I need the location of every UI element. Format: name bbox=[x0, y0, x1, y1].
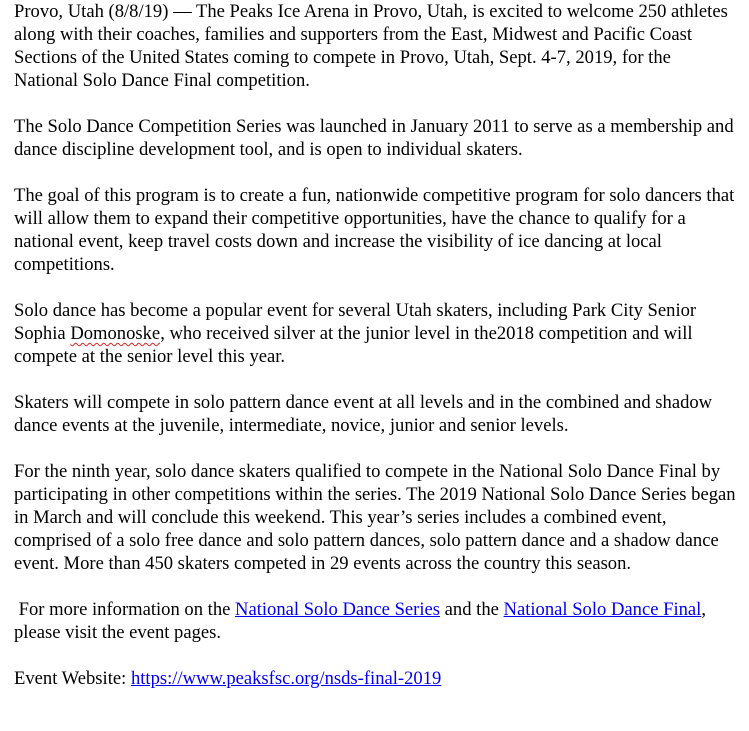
paragraph-more-info bbox=[14, 598, 739, 644]
paragraph-series-launch: The Solo Dance Competition Series was launched in January 2011 to serve as a membership and dance discipline development tool, and is open to individual skaters. bbox=[14, 116, 734, 160]
national-solo-dance-series-link[interactable]: National Solo Dance Series bbox=[235, 599, 441, 620]
paragraph-events: Skaters will compete in solo pattern dance event at all levels and in the combined and shadow dance events at the juvenile, intermediate, novice, junior and senior levels. bbox=[14, 392, 713, 436]
more-info-text-after: , please visit the event pages. bbox=[14, 599, 706, 643]
event-website-link[interactable]: https://www.peaksfsc.org/nsds-final-2019 bbox=[130, 668, 442, 689]
em-dash: — bbox=[168, 1, 196, 22]
national-solo-dance-final-link[interactable]: National Solo Dance Final bbox=[503, 599, 702, 620]
paragraph-intro bbox=[14, 0, 739, 92]
paragraph-event-website bbox=[14, 667, 739, 690]
utah-skaters-text-before: Solo dance has become a popular event for several Utah skaters, including Park City Senior Sophia bbox=[14, 300, 697, 344]
utah-skaters-text-after: , who received silver at the junior level in the2018 competition and will compete at the senior level this year. bbox=[14, 323, 693, 367]
paragraph-ninth-year: For the ninth year, solo dance skaters qualified to compete in the National Solo Dance Final by participating in other competitions within the series. The 2019 National Solo Dance Series began in March and will conclude this weekend. This year’s series includes a combined event, comprised of a solo free dance and solo pattern dances, solo pattern dance and a shadow dance event. More than 450 skaters competed in 29 events across the country this season. bbox=[14, 461, 736, 574]
dateline: Provo, Utah (8/8/19) bbox=[14, 1, 169, 22]
spellcheck-flagged-word[interactable]: Domonoske bbox=[70, 323, 161, 344]
more-info-text-middle: and the bbox=[440, 599, 504, 620]
event-website-label: Event Website: bbox=[14, 668, 131, 689]
paragraph-utah-skaters bbox=[14, 299, 739, 368]
document-body bbox=[14, 0, 739, 713]
more-info-text-before: For more information on the bbox=[18, 599, 236, 620]
intro-text: The Peaks Ice Arena in Provo, Utah, is excited to welcome 250 athletes along with their coaches, families and supporters from the East, Midwest and Pacific Coast Sections of the United States coming to compete in Provo, Utah, Sept. 4-7, 2019, for the National Solo Dance Final competition. bbox=[14, 1, 728, 91]
paragraph-program-goal: The goal of this program is to create a fun, nationwide competitive program for solo dancers that will allow them to expand their competitive opportunities, have the chance to qualify for a national event, keep travel costs down and increase the visibility of ice dancing at local competitions. bbox=[14, 185, 735, 275]
